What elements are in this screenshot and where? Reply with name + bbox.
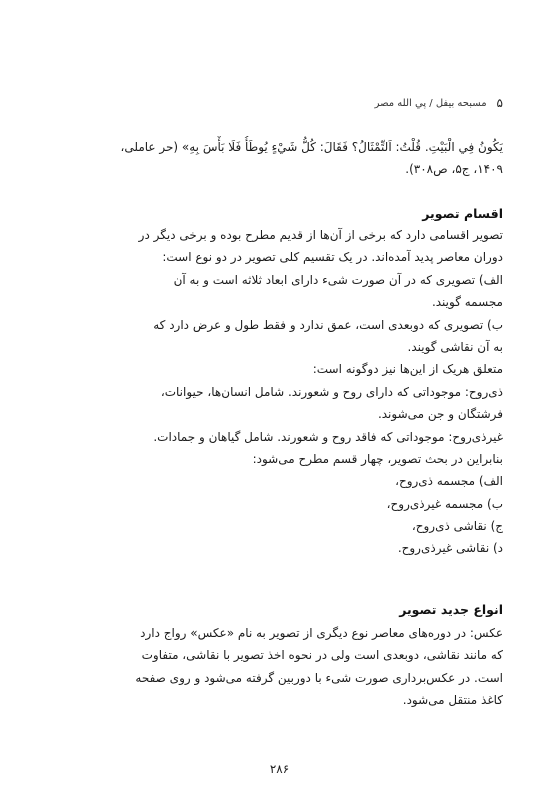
- body-line: ب) تصویری که دوبعدی است، عمق ندارد و فقط طول و عرض دارد که: [153, 317, 503, 332]
- page-number: ۲۸۶: [269, 762, 290, 776]
- body-line: بنابراین در بحث تصویر، چهار قسم مطرح می‌شود:: [252, 451, 503, 466]
- header-running-title: مسبحه بيفل / پي الله مصر: [374, 97, 487, 109]
- body-line: الف) تصویری که در آن صورت شیء دارای ابعاد ثلاثه است و به آن: [173, 272, 503, 287]
- section-body-types: [56, 224, 503, 560]
- body-line: دوران معاصر پدید آمده‌اند. در یک تقسیم کلی تصویر در دو نوع است:: [162, 250, 503, 265]
- body-line: به آن نقاشی گویند.: [407, 339, 503, 354]
- section-body-new-types: [56, 622, 503, 712]
- body-line: ذی‌روح: موجوداتی که دارای روح و شعورند. شامل انسان‌ها، حیوانات،: [160, 384, 503, 399]
- header-page-mark: ۵: [496, 96, 503, 110]
- body-line: تصویر اقسامی دارد که برخی از آن‌ها از قدیم مطرح بوده و برخی دیگر در: [138, 228, 503, 242]
- body-line: د) نقاشی غیرذی‌روح.: [397, 541, 503, 556]
- body-line: که مانند نقاشی، دوبعدی است ولی در نحوه اخذ تصویر با نقاشی، متفاوت: [141, 648, 503, 663]
- section-heading-new-types: انواع جدید تصویر: [399, 602, 503, 617]
- body-line: ب) مجسمه غیرذی‌روح،: [386, 496, 503, 511]
- intro-line: ۱۴۰۹، ج۵، ص۳۰۸).: [405, 162, 503, 177]
- body-line: است. در عکس‌برداری صورت شیء با دوربین گرفته می‌شود و روی صفحه: [135, 670, 503, 685]
- body-line: غیرذی‌روح: موجوداتی که فاقد روح و شعورند. شامل گیاهان و جمادات.: [153, 429, 503, 444]
- body-line: ج) نقاشی ذی‌روح،: [411, 519, 503, 534]
- body-line: متعلق هریک از این‌ها نیز دوگونه است:: [312, 362, 503, 377]
- running-header: [56, 96, 503, 110]
- body-line: کاغذ منتقل می‌شود.: [402, 693, 503, 708]
- section-heading-types: اقسام تصویر: [422, 206, 503, 221]
- body-line: فرشتگان و جن می‌شوند.: [377, 407, 503, 422]
- body-line: عکس: در دوره‌های معاصر نوع دیگری از تصویر به نام «عکس» رواج دارد: [140, 626, 503, 640]
- body-line: مجسمه گویند.: [431, 295, 503, 310]
- intro-line: يَكُونُ فِي الْبَيْتِ. قُلْتُ: اَلتِّمْثَالُ؟ فَقَالَ: كُلُّ شَيْءٍ يُوطَأُ فَلَا بَأْسَ بِهِ» (حر عاملی،: [120, 140, 503, 154]
- intro-paragraph: [56, 136, 503, 181]
- body-line: الف) مجسمه ذی‌روح،: [395, 474, 503, 489]
